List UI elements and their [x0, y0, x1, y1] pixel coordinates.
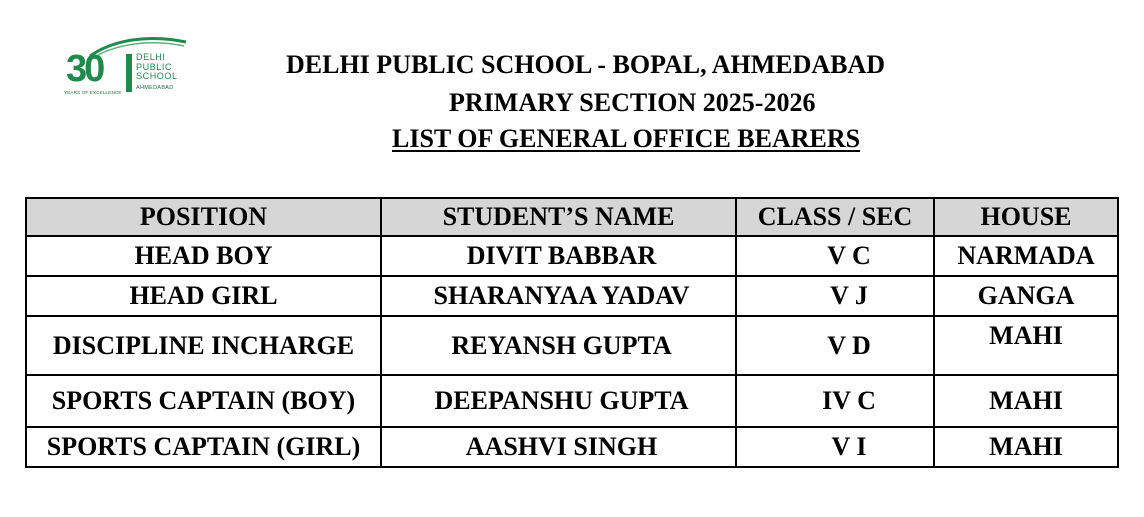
position-cell: SPORTS CAPTAIN (BOY)	[26, 375, 381, 427]
house-cell: MAHI	[934, 375, 1118, 427]
student-name-cell: DEEPANSHU GUPTA	[381, 375, 736, 427]
house-cell: GANGA	[934, 276, 1118, 316]
table-row	[26, 427, 1118, 467]
logo-city: AHMEDABAD	[136, 85, 174, 91]
logo-tagline: YEARS OF EXCELLENCE	[64, 90, 122, 95]
student-name-cell: SHARANYAA YADAV	[381, 276, 736, 316]
table-row	[26, 276, 1118, 316]
class-sec-cell: V C	[736, 236, 934, 276]
column-header-class: CLASS / SEC	[736, 198, 934, 236]
column-header-position: POSITION	[26, 198, 381, 236]
table-row	[26, 316, 1118, 375]
table-header-row	[26, 198, 1118, 236]
logo-bar-mark	[126, 54, 132, 92]
class-sec-cell: V I	[736, 427, 934, 467]
logo-school-words	[136, 53, 178, 82]
column-header-name: STUDENT’S NAME	[381, 198, 736, 236]
office-bearers-table	[25, 197, 1119, 468]
house-cell: MAHI	[934, 316, 1118, 375]
student-name-cell: DIVIT BABBAR	[381, 236, 736, 276]
logo-word: SCHOOL	[136, 71, 178, 81]
position-cell: SPORTS CAPTAIN (GIRL)	[26, 427, 381, 467]
house-cell: NARMADA	[934, 236, 1118, 276]
house-cell: MAHI	[934, 427, 1118, 467]
student-name-cell: REYANSH GUPTA	[381, 316, 736, 375]
class-sec-cell: IV C	[736, 375, 934, 427]
class-sec-cell: V J	[736, 276, 934, 316]
student-name-cell: AASHVI SINGH	[381, 427, 736, 467]
position-cell: HEAD BOY	[26, 236, 381, 276]
section-title: PRIMARY SECTION 2025-2026	[449, 88, 816, 117]
logo-number: 30	[66, 48, 103, 90]
class-sec-cell: V D	[736, 316, 934, 375]
school-title: DELHI PUBLIC SCHOOL - BOPAL, AHMEDABAD	[286, 50, 886, 79]
table-row	[26, 236, 1118, 276]
logo-word: DELHI	[136, 52, 166, 62]
position-cell: HEAD GIRL	[26, 276, 381, 316]
column-header-house: HOUSE	[934, 198, 1118, 236]
school-logo	[62, 36, 192, 100]
list-title: LIST OF GENERAL OFFICE BEARERS	[392, 124, 861, 153]
position-cell: DISCIPLINE INCHARGE	[26, 316, 381, 375]
table-row	[26, 375, 1118, 427]
logo-word: PUBLIC	[136, 61, 173, 72]
